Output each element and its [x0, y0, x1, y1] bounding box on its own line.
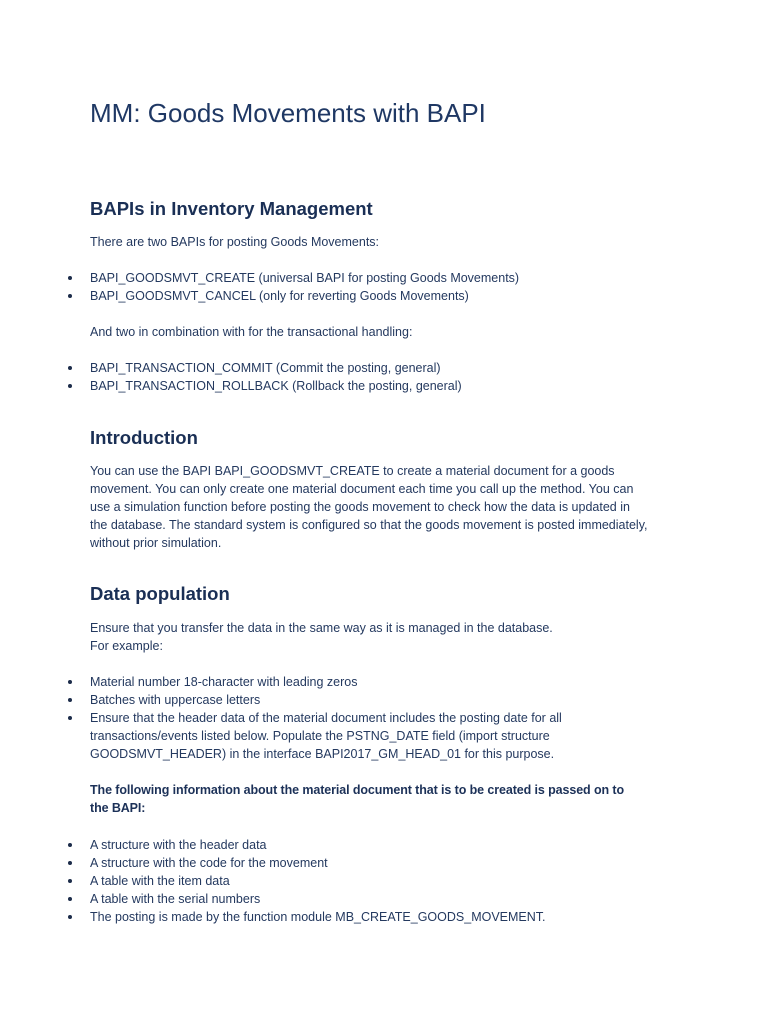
list-item: BAPI_GOODSMVT_CANCEL (only for reverting Goods Movements): [90, 289, 469, 303]
paragraph-line: the database. The standard system is configured so that the goods movement is posted immediately,: [90, 518, 648, 532]
list-item: BAPI_TRANSACTION_ROLLBACK (Rollback the posting, general): [90, 379, 462, 393]
bullet-icon: [68, 879, 72, 883]
paragraph-line: You can use the BAPI BAPI_GOODSMVT_CREATE to create a material document for a goods: [90, 464, 615, 478]
bullet-icon: [68, 276, 72, 280]
paragraph-line: For example:: [90, 639, 163, 653]
bullet-icon: [68, 294, 72, 298]
list-item: The posting is made by the function module MB_CREATE_GOODS_MOVEMENT.: [90, 910, 546, 924]
list-item: A structure with the header data: [90, 838, 267, 852]
list-item: Batches with uppercase letters: [90, 693, 261, 707]
paragraph: And two in combination with for the transactional handling:: [90, 325, 413, 339]
list-item-continuation: transactions/events listed below. Populate the PSTNG_DATE field (import structure: [90, 729, 550, 743]
bullet-icon: [68, 384, 72, 388]
paragraph-line: without prior simulation.: [90, 536, 222, 550]
bullet-icon: [68, 897, 72, 901]
bold-paragraph-line: the BAPI:: [90, 801, 146, 815]
bullet-icon: [68, 680, 72, 684]
list-item: A structure with the code for the movement: [90, 856, 328, 870]
list-item: A table with the item data: [90, 874, 230, 888]
section-heading-introduction: Introduction: [90, 427, 198, 448]
paragraph-line: use a simulation function before posting the goods movement to check how the data is updated in: [90, 500, 630, 514]
bullet-icon: [68, 843, 72, 847]
list-item: BAPI_GOODSMVT_CREATE (universal BAPI for posting Goods Movements): [90, 271, 520, 285]
list-item: A table with the serial numbers: [90, 892, 261, 906]
bullet-icon: [68, 366, 72, 370]
bullet-icon: [68, 716, 72, 720]
section-heading-data-population: Data population: [90, 583, 230, 604]
list-item: Ensure that the header data of the material document includes the posting date for all: [90, 711, 562, 725]
bullet-icon: [68, 861, 72, 865]
bullet-icon: [68, 698, 72, 702]
paragraph: There are two BAPIs for posting Goods Movements:: [90, 235, 380, 249]
bullet-icon: [68, 915, 72, 919]
list-item: BAPI_TRANSACTION_COMMIT (Commit the posting, general): [90, 361, 441, 375]
list-item-continuation: GOODSMVT_HEADER) in the interface BAPI2017_GM_HEAD_01 for this purpose.: [90, 747, 555, 761]
section-heading-bapis: BAPIs in Inventory Management: [90, 198, 373, 219]
paragraph-line: Ensure that you transfer the data in the same way as it is managed in the database.: [90, 621, 553, 635]
bold-paragraph-line: The following information about the material document that is to be created is passed on to: [90, 783, 625, 797]
paragraph-line: movement. You can only create one material document each time you call up the method. You can: [90, 482, 634, 496]
page-title: MM: Goods Movements with BAPI: [90, 98, 486, 128]
list-item: Material number 18-character with leading zeros: [90, 675, 358, 689]
